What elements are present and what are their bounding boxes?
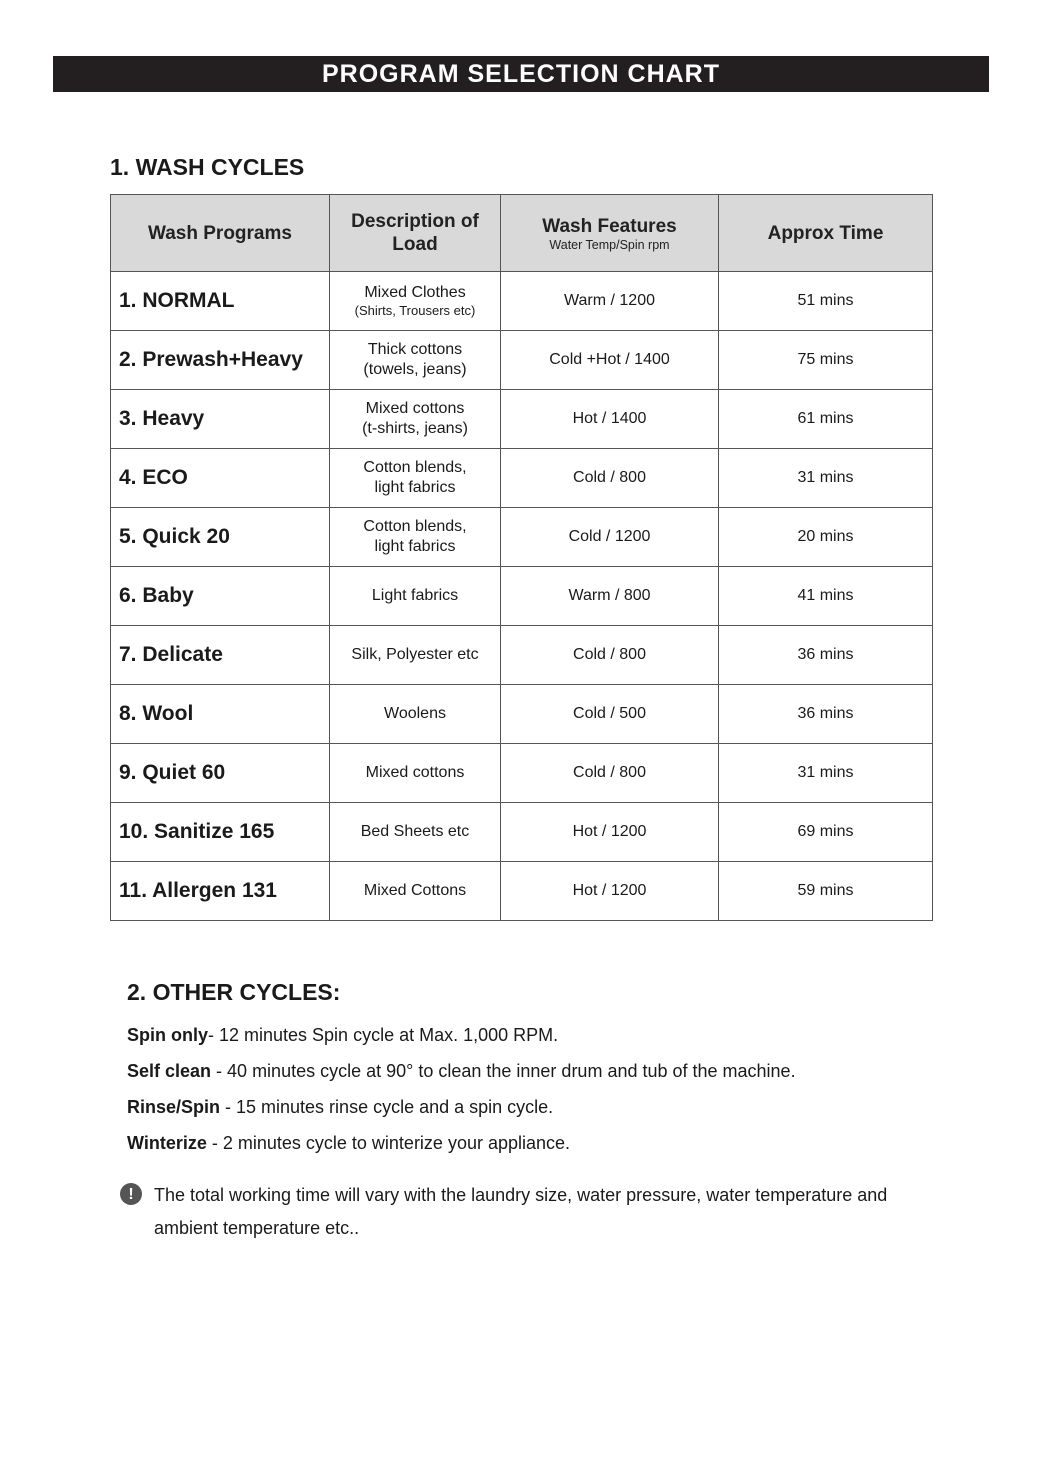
program-cell: 7. Delicate <box>111 626 330 685</box>
features-cell: Cold / 1200 <box>501 508 719 567</box>
program-cell: 3. Heavy <box>111 390 330 449</box>
features-cell: Cold / 800 <box>501 626 719 685</box>
cycle-text: - 15 minutes rinse cycle and a spin cycle. <box>220 1097 554 1117</box>
table-row <box>111 685 933 744</box>
time-note <box>120 1179 940 1245</box>
cycle-text: - 40 minutes cycle at 90° to clean the inner drum and tub of the machine. <box>211 1061 796 1081</box>
description-cell <box>330 744 501 803</box>
description-cell <box>330 449 501 508</box>
description-sub: (t-shirts, jeans) <box>362 420 468 437</box>
page-title: PROGRAM SELECTION CHART <box>53 56 989 92</box>
program-cell: 8. Wool <box>111 685 330 744</box>
note-text: The total working time will vary with the laundry size, water pressure, water temperature and ambient temperature etc.. <box>154 1185 888 1238</box>
time-cell: 31 mins <box>719 744 933 803</box>
program-cell: 1. NORMAL <box>111 272 330 331</box>
program-cell: 9. Quiet 60 <box>111 744 330 803</box>
time-cell: 20 mins <box>719 508 933 567</box>
wash-cycles-heading: 1. WASH CYCLES <box>110 154 305 180</box>
features-cell: Warm / 800 <box>501 567 719 626</box>
description-cell <box>330 508 501 567</box>
cycle-label: Spin only <box>127 1025 208 1045</box>
description-sub: light fabrics <box>374 538 456 555</box>
wash-cycles-table <box>110 194 933 921</box>
program-cell: 11. Allergen 131 <box>111 862 330 921</box>
description-main: Cotton blends, <box>363 459 467 476</box>
program-cell: 10. Sanitize 165 <box>111 803 330 862</box>
description-main: Light fabrics <box>371 587 459 604</box>
cycle-text: - 12 minutes Spin cycle at Max. 1,000 RPM. <box>208 1025 559 1045</box>
description-cell <box>330 685 501 744</box>
header-wash-features-label: Wash Features <box>542 215 677 237</box>
time-cell: 69 mins <box>719 803 933 862</box>
features-cell: Cold / 800 <box>501 744 719 803</box>
list-item <box>127 1058 947 1094</box>
table-row <box>111 508 933 567</box>
description-cell <box>330 390 501 449</box>
description-cell <box>330 272 501 331</box>
table-header-row <box>111 195 933 272</box>
time-cell: 36 mins <box>719 685 933 744</box>
other-cycles-list <box>127 1022 947 1166</box>
time-cell: 75 mins <box>719 331 933 390</box>
description-main: Thick cottons <box>367 341 463 358</box>
program-cell: 4. ECO <box>111 449 330 508</box>
description-main: Woolens <box>384 705 446 722</box>
table-row <box>111 744 933 803</box>
description-sub: (Shirts, Trousers etc) <box>354 303 476 318</box>
features-cell: Cold / 800 <box>501 449 719 508</box>
program-cell: 2. Prewash+Heavy <box>111 331 330 390</box>
list-item <box>127 1094 947 1130</box>
table-row <box>111 449 933 508</box>
description-main: Mixed Clothes <box>364 284 466 301</box>
program-cell: 6. Baby <box>111 567 330 626</box>
time-cell: 36 mins <box>719 626 933 685</box>
alert-icon: ! <box>120 1183 142 1205</box>
description-main: Mixed Cottons <box>363 882 467 899</box>
header-approx-time: Approx Time <box>719 195 933 272</box>
header-wash-features-sub: Water Temp/Spin rpm <box>549 237 670 252</box>
time-cell: 51 mins <box>719 272 933 331</box>
list-item <box>127 1130 947 1166</box>
header-description: Description of Load <box>330 195 501 272</box>
cycle-label: Rinse/Spin <box>127 1097 221 1117</box>
description-cell <box>330 567 501 626</box>
time-cell: 61 mins <box>719 390 933 449</box>
table-row <box>111 272 933 331</box>
features-cell: Warm / 1200 <box>501 272 719 331</box>
table-row <box>111 390 933 449</box>
header-wash-programs: Wash Programs <box>111 195 330 272</box>
cycle-label: Winterize <box>127 1133 207 1153</box>
description-cell <box>330 331 501 390</box>
table-row <box>111 803 933 862</box>
table-row <box>111 567 933 626</box>
header-wash-features <box>501 195 719 272</box>
description-main: Silk, Polyester etc <box>351 646 479 663</box>
time-cell: 31 mins <box>719 449 933 508</box>
time-cell: 41 mins <box>719 567 933 626</box>
time-cell: 59 mins <box>719 862 933 921</box>
features-cell: Cold / 500 <box>501 685 719 744</box>
description-cell <box>330 803 501 862</box>
features-cell: Hot / 1200 <box>501 803 719 862</box>
description-main: Bed Sheets etc <box>360 823 470 840</box>
description-main: Mixed cottons <box>365 764 465 781</box>
cycle-text: - 2 minutes cycle to winterize your appliance. <box>206 1133 571 1153</box>
features-cell: Hot / 1200 <box>501 862 719 921</box>
description-cell <box>330 862 501 921</box>
description-sub: (towels, jeans) <box>363 361 467 378</box>
table-row <box>111 862 933 921</box>
list-item <box>127 1022 947 1058</box>
description-main: Mixed cottons <box>365 400 465 417</box>
features-cell: Cold +Hot / 1400 <box>501 331 719 390</box>
program-cell: 5. Quick 20 <box>111 508 330 567</box>
table-row <box>111 331 933 390</box>
description-sub: light fabrics <box>374 479 456 496</box>
features-cell: Hot / 1400 <box>501 390 719 449</box>
other-cycles-heading: 2. OTHER CYCLES: <box>127 979 341 1005</box>
cycle-label: Self clean <box>127 1061 212 1081</box>
description-cell <box>330 626 501 685</box>
description-main: Cotton blends, <box>363 518 467 535</box>
table-row <box>111 626 933 685</box>
